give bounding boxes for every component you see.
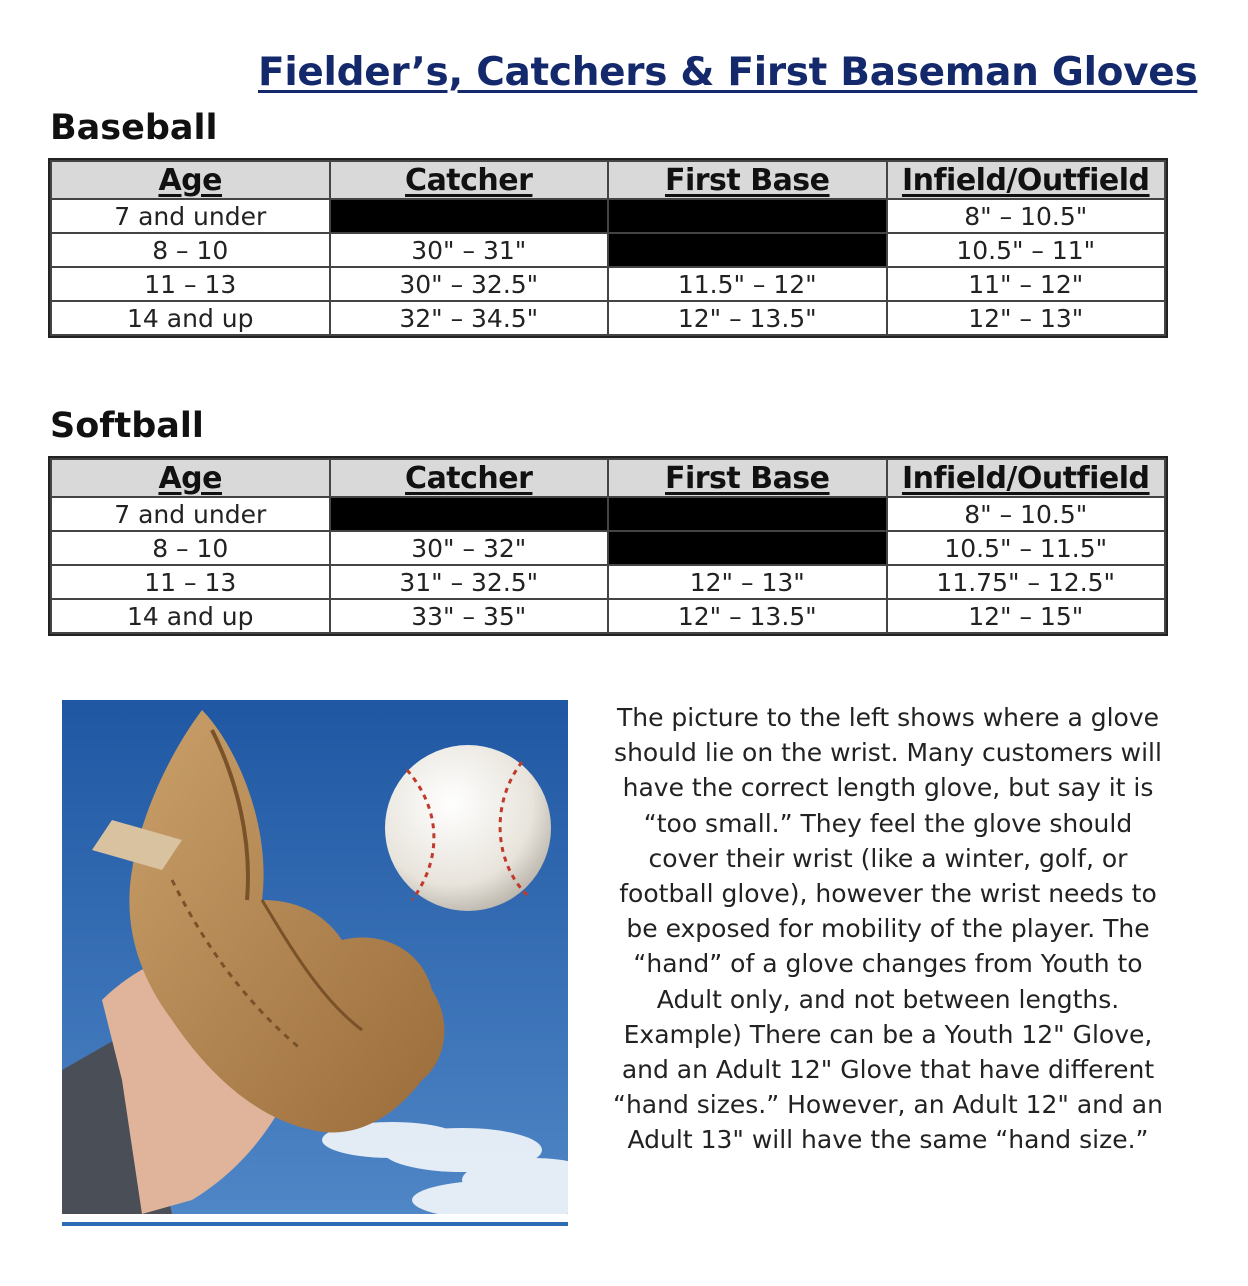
table-header-row [52,162,1164,198]
infield-outfield-cell: 11" – 12" [888,268,1165,300]
header-age: Age [52,460,329,496]
header-infield-outfield: Infield/Outfield [888,162,1165,198]
header-catcher: Catcher [331,162,608,198]
header-catcher: Catcher [331,460,608,496]
blank-cell [609,532,886,564]
infield-outfield-cell: 12" – 13" [888,302,1165,334]
first-base-cell: 12" – 13.5" [609,600,886,632]
catcher-cell: 33" – 35" [331,600,608,632]
infield-outfield-cell: 12" – 15" [888,600,1165,632]
catcher-cell: 31" – 32.5" [331,566,608,598]
table-row [52,532,1164,564]
age-cell: 14 and up [52,302,329,334]
infield-outfield-cell: 8" – 10.5" [888,200,1165,232]
catcher-cell: 30" – 31" [331,234,608,266]
blank-cell [609,200,886,232]
infield-outfield-cell: 10.5" – 11" [888,234,1165,266]
glove-photo-illustration [62,700,568,1214]
age-cell: 7 and under [52,200,329,232]
baseball-section-label: Baseball [50,108,218,148]
table-row [52,302,1164,334]
table-header-row [52,460,1164,496]
softball-size-table [48,456,1168,636]
catcher-cell: 30" – 32" [331,532,608,564]
softball-section-label: Softball [50,406,204,446]
first-base-cell: 12" – 13.5" [609,302,886,334]
age-cell: 11 – 13 [52,566,329,598]
infield-outfield-cell: 8" – 10.5" [888,498,1165,530]
table-row [52,600,1164,632]
infield-outfield-cell: 10.5" – 11.5" [888,532,1165,564]
blank-cell [609,498,886,530]
baseball-size-table [48,158,1168,338]
catcher-cell: 30" – 32.5" [331,268,608,300]
header-age: Age [52,162,329,198]
infield-outfield-cell: 11.75" – 12.5" [888,566,1165,598]
header-first-base: First Base [609,460,886,496]
glove-wrist-photo [62,700,568,1214]
baseball-ball [385,745,551,911]
header-infield-outfield: Infield/Outfield [888,460,1165,496]
first-base-cell: 11.5" – 12" [609,268,886,300]
page-title: Fielder’s, Catchers & First Baseman Gloves [258,50,1198,95]
table-row [52,268,1164,300]
blank-cell [331,200,608,232]
age-cell: 8 – 10 [52,234,329,266]
photo-underline-rule [62,1222,568,1226]
age-cell: 7 and under [52,498,329,530]
table-row [52,498,1164,530]
table-row [52,566,1164,598]
table-row [52,200,1164,232]
age-cell: 8 – 10 [52,532,329,564]
table-row [52,234,1164,266]
blank-cell [331,498,608,530]
header-first-base: First Base [609,162,886,198]
glove-fit-description: The picture to the left shows where a glove should lie on the wrist. Many customers will have the correct length glove, but say it is “too small.” They feel the glove should cover their wrist (like a winter, golf, or football glove), however the wrist needs to be exposed for mobility of the player. The “hand” of a glove changes from Youth to Adult only, and not between lengths. Example) There can be a Youth 12" Glove, and an Adult 12" Glove that have different “hand sizes.” However, an Adult 12" and an Adult 13" will have the same “hand size.” [613,703,1163,1155]
age-cell: 14 and up [52,600,329,632]
blank-cell [609,234,886,266]
catcher-cell: 32" – 34.5" [331,302,608,334]
first-base-cell: 12" – 13" [609,566,886,598]
age-cell: 11 – 13 [52,268,329,300]
